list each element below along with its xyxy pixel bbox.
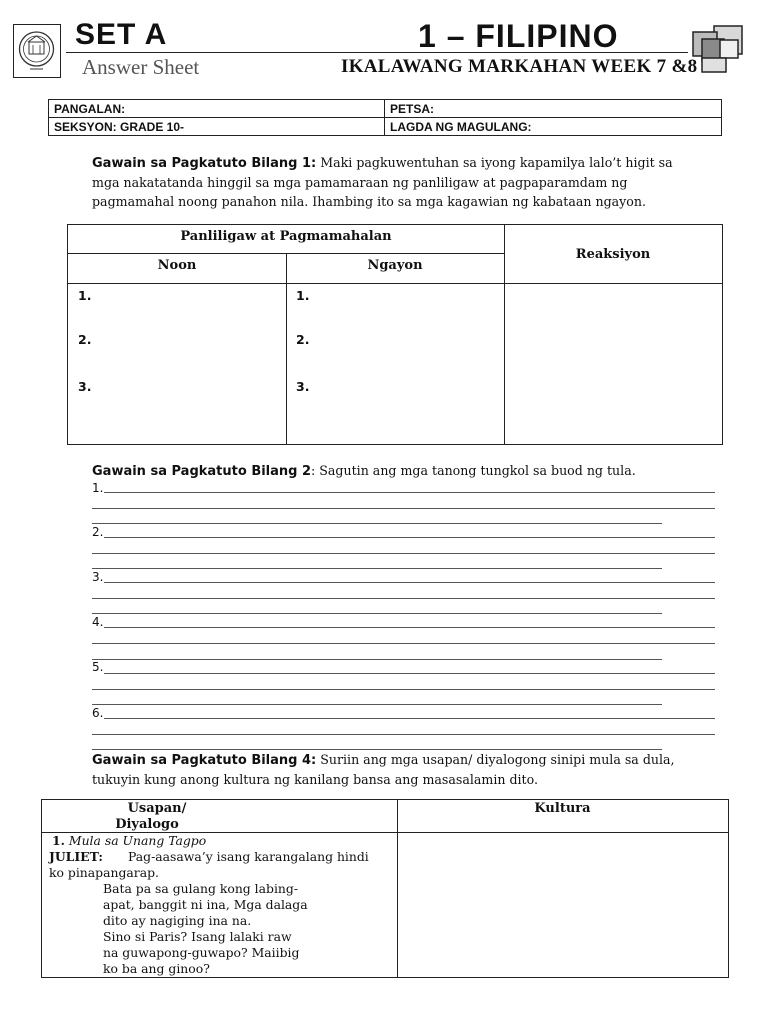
activity2-title: Gawain sa Pagkatuto Bilang 2	[92, 464, 312, 479]
col-noon: Noon	[157, 258, 197, 273]
activity4-text: tukuyin kung anong kultura ng kanilang bansa ang masasalamin dito.	[92, 772, 538, 787]
question-6-number: 6.	[92, 706, 104, 720]
answer-line[interactable]	[92, 659, 662, 660]
noon-item-2[interactable]: 2.	[78, 332, 92, 347]
dialogue-line: Pag-aasawa’y isang karangalang hindi	[128, 849, 369, 864]
answer-line[interactable]	[92, 704, 662, 705]
set-title: SET A	[75, 18, 168, 51]
courtship-comparison-table	[67, 224, 723, 445]
section-field[interactable]: SEKSYON: GRADE 10-	[49, 118, 385, 136]
dialogue-row-1-title	[52, 833, 206, 849]
date-field[interactable]: PETSA:	[385, 100, 722, 118]
col-reaksiyon: Reaksiyon	[575, 247, 651, 262]
col-ngayon: Ngayon	[367, 258, 423, 273]
question-5-number: 5.	[92, 660, 104, 674]
answer-line[interactable]	[92, 568, 662, 569]
activity1-text: pagmamahal noong panahon nila. Ihambing ito sa mga kagawian ng kabataan ngayon.	[92, 194, 646, 209]
activity1-text: mga nakatatanda hinggil sa mga pamamaraan ng panliligaw at pagpaparamdam ng	[92, 175, 628, 190]
col-usapan-line2: Diyalogo	[115, 817, 179, 832]
question-1-number: 1.	[92, 481, 104, 495]
ngayon-item-2[interactable]: 2.	[296, 332, 310, 347]
name-field[interactable]: PANGALAN:	[49, 100, 385, 118]
answer-sheet-label: Answer Sheet	[82, 55, 200, 79]
dialogue-line: Bata pa sa gulang kong labing-	[103, 881, 299, 896]
dialogue-line: Sino si Paris? Isang lalaki raw	[103, 929, 292, 944]
activity1-text: Maki pagkuwentuhan sa iyong kapamilya lalo’t higit sa	[316, 155, 673, 170]
activity4-text: Suriin ang mga usapan/ diyalogong sinipi mula sa dula,	[316, 752, 675, 767]
subject-title: 1 – FILIPINO	[418, 18, 619, 54]
question-3-number: 3.	[92, 570, 104, 584]
activity4-instructions	[92, 750, 732, 789]
dialogue-line: dito ay nagiging ina na.	[103, 913, 252, 928]
answer-line[interactable]	[92, 508, 715, 509]
school-seal-logo	[13, 24, 61, 78]
ngayon-item-1[interactable]: 1.	[296, 288, 310, 303]
parent-signature-field[interactable]: LAGDA NG MAGULANG:	[385, 118, 722, 136]
question-4-number: 4.	[92, 615, 104, 629]
answer-line[interactable]	[92, 553, 715, 554]
group-header: Panliligaw at Pagmamahalan	[180, 229, 392, 244]
answer-line[interactable]	[92, 734, 715, 735]
answer-line[interactable]	[104, 673, 715, 674]
quarter-week-title: IKALAWANG MARKAHAN WEEK 7 &8	[341, 56, 698, 77]
dialogue-line: na guwapong-guwapo? Maiibig	[103, 945, 300, 960]
activity2-instructions	[92, 461, 732, 481]
question-2-number: 2.	[92, 525, 104, 539]
dialogue-line: ko ba ang ginoo?	[103, 961, 210, 976]
dialogue-line: apat, banggit ni ina, Mga dalaga	[103, 897, 308, 912]
student-info-table	[48, 99, 722, 136]
ngayon-item-3[interactable]: 3.	[296, 379, 310, 394]
col-kultura: Kultura	[534, 801, 591, 816]
activity2-text: : Sagutin ang mga tanong tungkol sa buod ng tula.	[311, 463, 636, 478]
answer-line[interactable]	[104, 582, 715, 583]
answer-line[interactable]	[92, 613, 662, 614]
dialogue-culture-table	[41, 799, 729, 978]
scene-title: Mula sa Unang Tagpo	[68, 833, 207, 848]
answer-line[interactable]	[104, 718, 715, 719]
answer-line[interactable]	[104, 537, 715, 538]
answer-line[interactable]	[92, 523, 662, 524]
overlapping-squares-icon	[690, 24, 746, 76]
col-usapan	[42, 801, 272, 833]
dialogue-line: ko pinapangarap.	[49, 865, 159, 880]
answer-line[interactable]	[92, 598, 715, 599]
activity1-title: Gawain sa Pagkatuto Bilang 1:	[92, 156, 317, 171]
answer-line[interactable]	[104, 627, 715, 628]
answer-line[interactable]	[92, 643, 715, 644]
answer-line[interactable]	[104, 492, 715, 493]
activity4-title: Gawain sa Pagkatuto Bilang 4:	[92, 753, 317, 768]
noon-item-1[interactable]: 1.	[78, 288, 92, 303]
activity1-instructions	[92, 153, 732, 211]
speaker-label: JULIET:	[49, 849, 103, 864]
noon-item-3[interactable]: 3.	[78, 379, 92, 394]
row-number: 1.	[52, 833, 65, 848]
answer-line[interactable]	[92, 689, 715, 690]
col-usapan-line1: Usapan/	[127, 801, 187, 816]
